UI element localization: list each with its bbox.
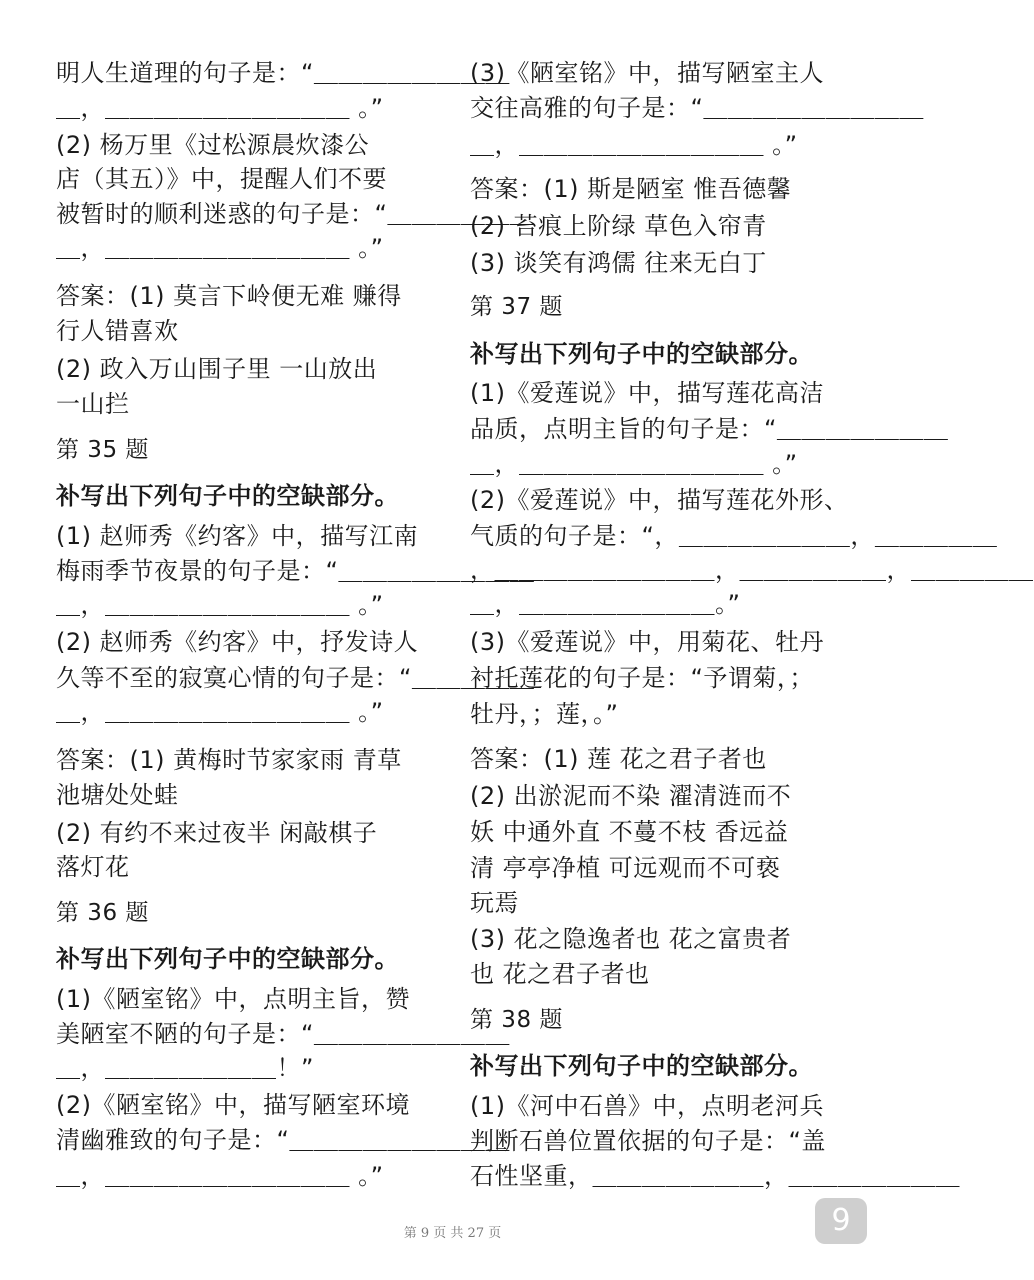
text-line: ＿，＿＿＿＿＿＿＿＿＿＿ 。” — [56, 591, 384, 619]
question-heading: 第 37 题 — [470, 294, 563, 320]
question-heading: 第 35 题 — [56, 437, 149, 463]
answer-line: 答案：(1) 莲 花之君子者也 — [470, 745, 767, 773]
answer-line: 答案：(1) 黄梅时节家家雨 青草 — [56, 746, 402, 774]
text-line: 明人生道理的句子是：“＿＿＿＿＿＿＿＿ — [56, 59, 510, 87]
answer-line: 妖 中通外直 不蔓不枝 香远益 — [470, 818, 789, 846]
question-heading: 第 38 题 — [470, 1007, 563, 1033]
answer-line: 清 亭亭净植 可远观而不可亵 — [470, 854, 781, 882]
answer-line: 答案：(1) 莫言下岭便无难 赚得 — [56, 282, 402, 310]
instruction-line: 补写出下列句子中的空缺部分。 — [470, 1052, 813, 1080]
answer-line: (2) 苔痕上阶绿 草色入帘青 — [470, 212, 767, 240]
text-line: 判断石兽位置依据的句子是：“盖 — [470, 1127, 826, 1155]
text-line: 店（其五）》中，提醒人们不要 — [56, 165, 387, 193]
text-line: ＿，＿＿＿＿＿＿＿＿＿＿ 。” — [470, 450, 798, 478]
answer-line: 答案：(1) 斯是陋室 惟吾德馨 — [470, 175, 792, 203]
text-line: 衬托莲花的句子是：“予谓菊，； — [470, 664, 814, 692]
text-line: (2)《陋室铭》中，描写陋室环境 — [56, 1091, 410, 1119]
answer-line: (3) 花之隐逸者也 花之富贵者 — [470, 925, 792, 953]
answer-line: 行人错喜欢 — [56, 317, 179, 345]
answer-line: 玩焉 — [470, 889, 519, 917]
answer-line: (2) 政入万山围子里 一山放出 — [56, 355, 378, 383]
text-line: 梅雨季节夜景的句子是：“＿＿＿＿＿＿＿＿ — [56, 557, 535, 585]
text-line: ＿，＿＿＿＿＿＿＿＿＿＿ 。” — [56, 1162, 384, 1190]
instruction-line: 补写出下列句子中的空缺部分。 — [56, 945, 399, 973]
text-line: (1)《河中石兽》中，点明老河兵 — [470, 1092, 824, 1120]
text-line: 美陋室不陋的句子是：“＿＿＿＿＿＿＿＿ — [56, 1020, 510, 1048]
text-line: ＿，＿＿＿＿＿＿＿！” — [56, 1054, 314, 1082]
question-heading: 第 36 题 — [56, 900, 149, 926]
page-number-badge: 9 — [815, 1198, 867, 1244]
text-line: (1)《爱莲说》中，描写莲花高洁 — [470, 379, 824, 407]
text-line: 久等不至的寂寞心情的句子是：“＿＿＿＿＿ — [56, 664, 535, 692]
text-line: 被暂时的顺利迷惑的句子是：“＿＿＿＿＿＿ — [56, 200, 535, 228]
instruction-line: 补写出下列句子中的空缺部分。 — [470, 340, 813, 368]
text-line: ＿，＿＿＿＿＿＿＿＿。” — [470, 590, 741, 618]
text-line: (1)《陋室铭》中，点明主旨，赞 — [56, 985, 410, 1013]
text-line: ，＿＿＿＿＿＿＿＿＿，＿＿＿＿＿＿，＿＿＿＿＿ — [470, 556, 1034, 584]
answer-line: (2) 出淤泥而不染 濯清涟而不 — [470, 782, 792, 810]
text-line: (2) 杨万里《过松源晨炊漆公 — [56, 131, 370, 159]
text-line: 牡丹，；莲，。” — [470, 700, 619, 728]
text-line: (3)《爱莲说》中，用菊花、牡丹 — [470, 628, 824, 656]
text-line: (1) 赵师秀《约客》中，描写江南 — [56, 522, 419, 550]
text-line: ＿，＿＿＿＿＿＿＿＿＿＿ 。” — [56, 94, 384, 122]
text-line: ＿，＿＿＿＿＿＿＿＿＿＿ 。” — [56, 234, 384, 262]
page-footer: 第 9 页 共 27 页 — [403, 1226, 502, 1241]
answer-line: (2) 有约不来过夜半 闲敲棋子 — [56, 819, 378, 847]
text-line: (2)《爱莲说》中，描写莲花外形、 — [470, 486, 849, 514]
answer-line: 也 花之君子者也 — [470, 960, 650, 988]
instruction-line: 补写出下列句子中的空缺部分。 — [56, 482, 399, 510]
text-line: (2) 赵师秀《约客》中，抒发诗人 — [56, 628, 419, 656]
text-line: ＿，＿＿＿＿＿＿＿＿＿＿ 。” — [470, 131, 798, 159]
answer-line: 一山拦 — [56, 390, 130, 418]
text-line: ＿，＿＿＿＿＿＿＿＿＿＿ 。” — [56, 698, 384, 726]
text-line: 交往高雅的句子是：“＿＿＿＿＿＿＿＿＿ — [470, 94, 924, 122]
text-line: 石性坚重，＿＿＿＿＿＿＿，＿＿＿＿＿＿＿ — [470, 1162, 960, 1190]
answer-line: (3) 谈笑有鸿儒 往来无白丁 — [470, 249, 767, 277]
text-line: 气质的句子是：“，＿＿＿＿＿＿＿，＿＿＿＿＿ — [470, 522, 998, 550]
answer-line: 落灯花 — [56, 853, 130, 881]
text-line: 品质，点明主旨的句子是：“＿＿＿＿＿＿＿ — [470, 415, 949, 443]
text-line: (3)《陋室铭》中，描写陋室主人 — [470, 59, 824, 87]
text-line: 清幽雅致的句子是：“＿＿＿＿＿＿＿＿＿ — [56, 1126, 510, 1154]
answer-line: 池塘处处蛙 — [56, 781, 179, 809]
